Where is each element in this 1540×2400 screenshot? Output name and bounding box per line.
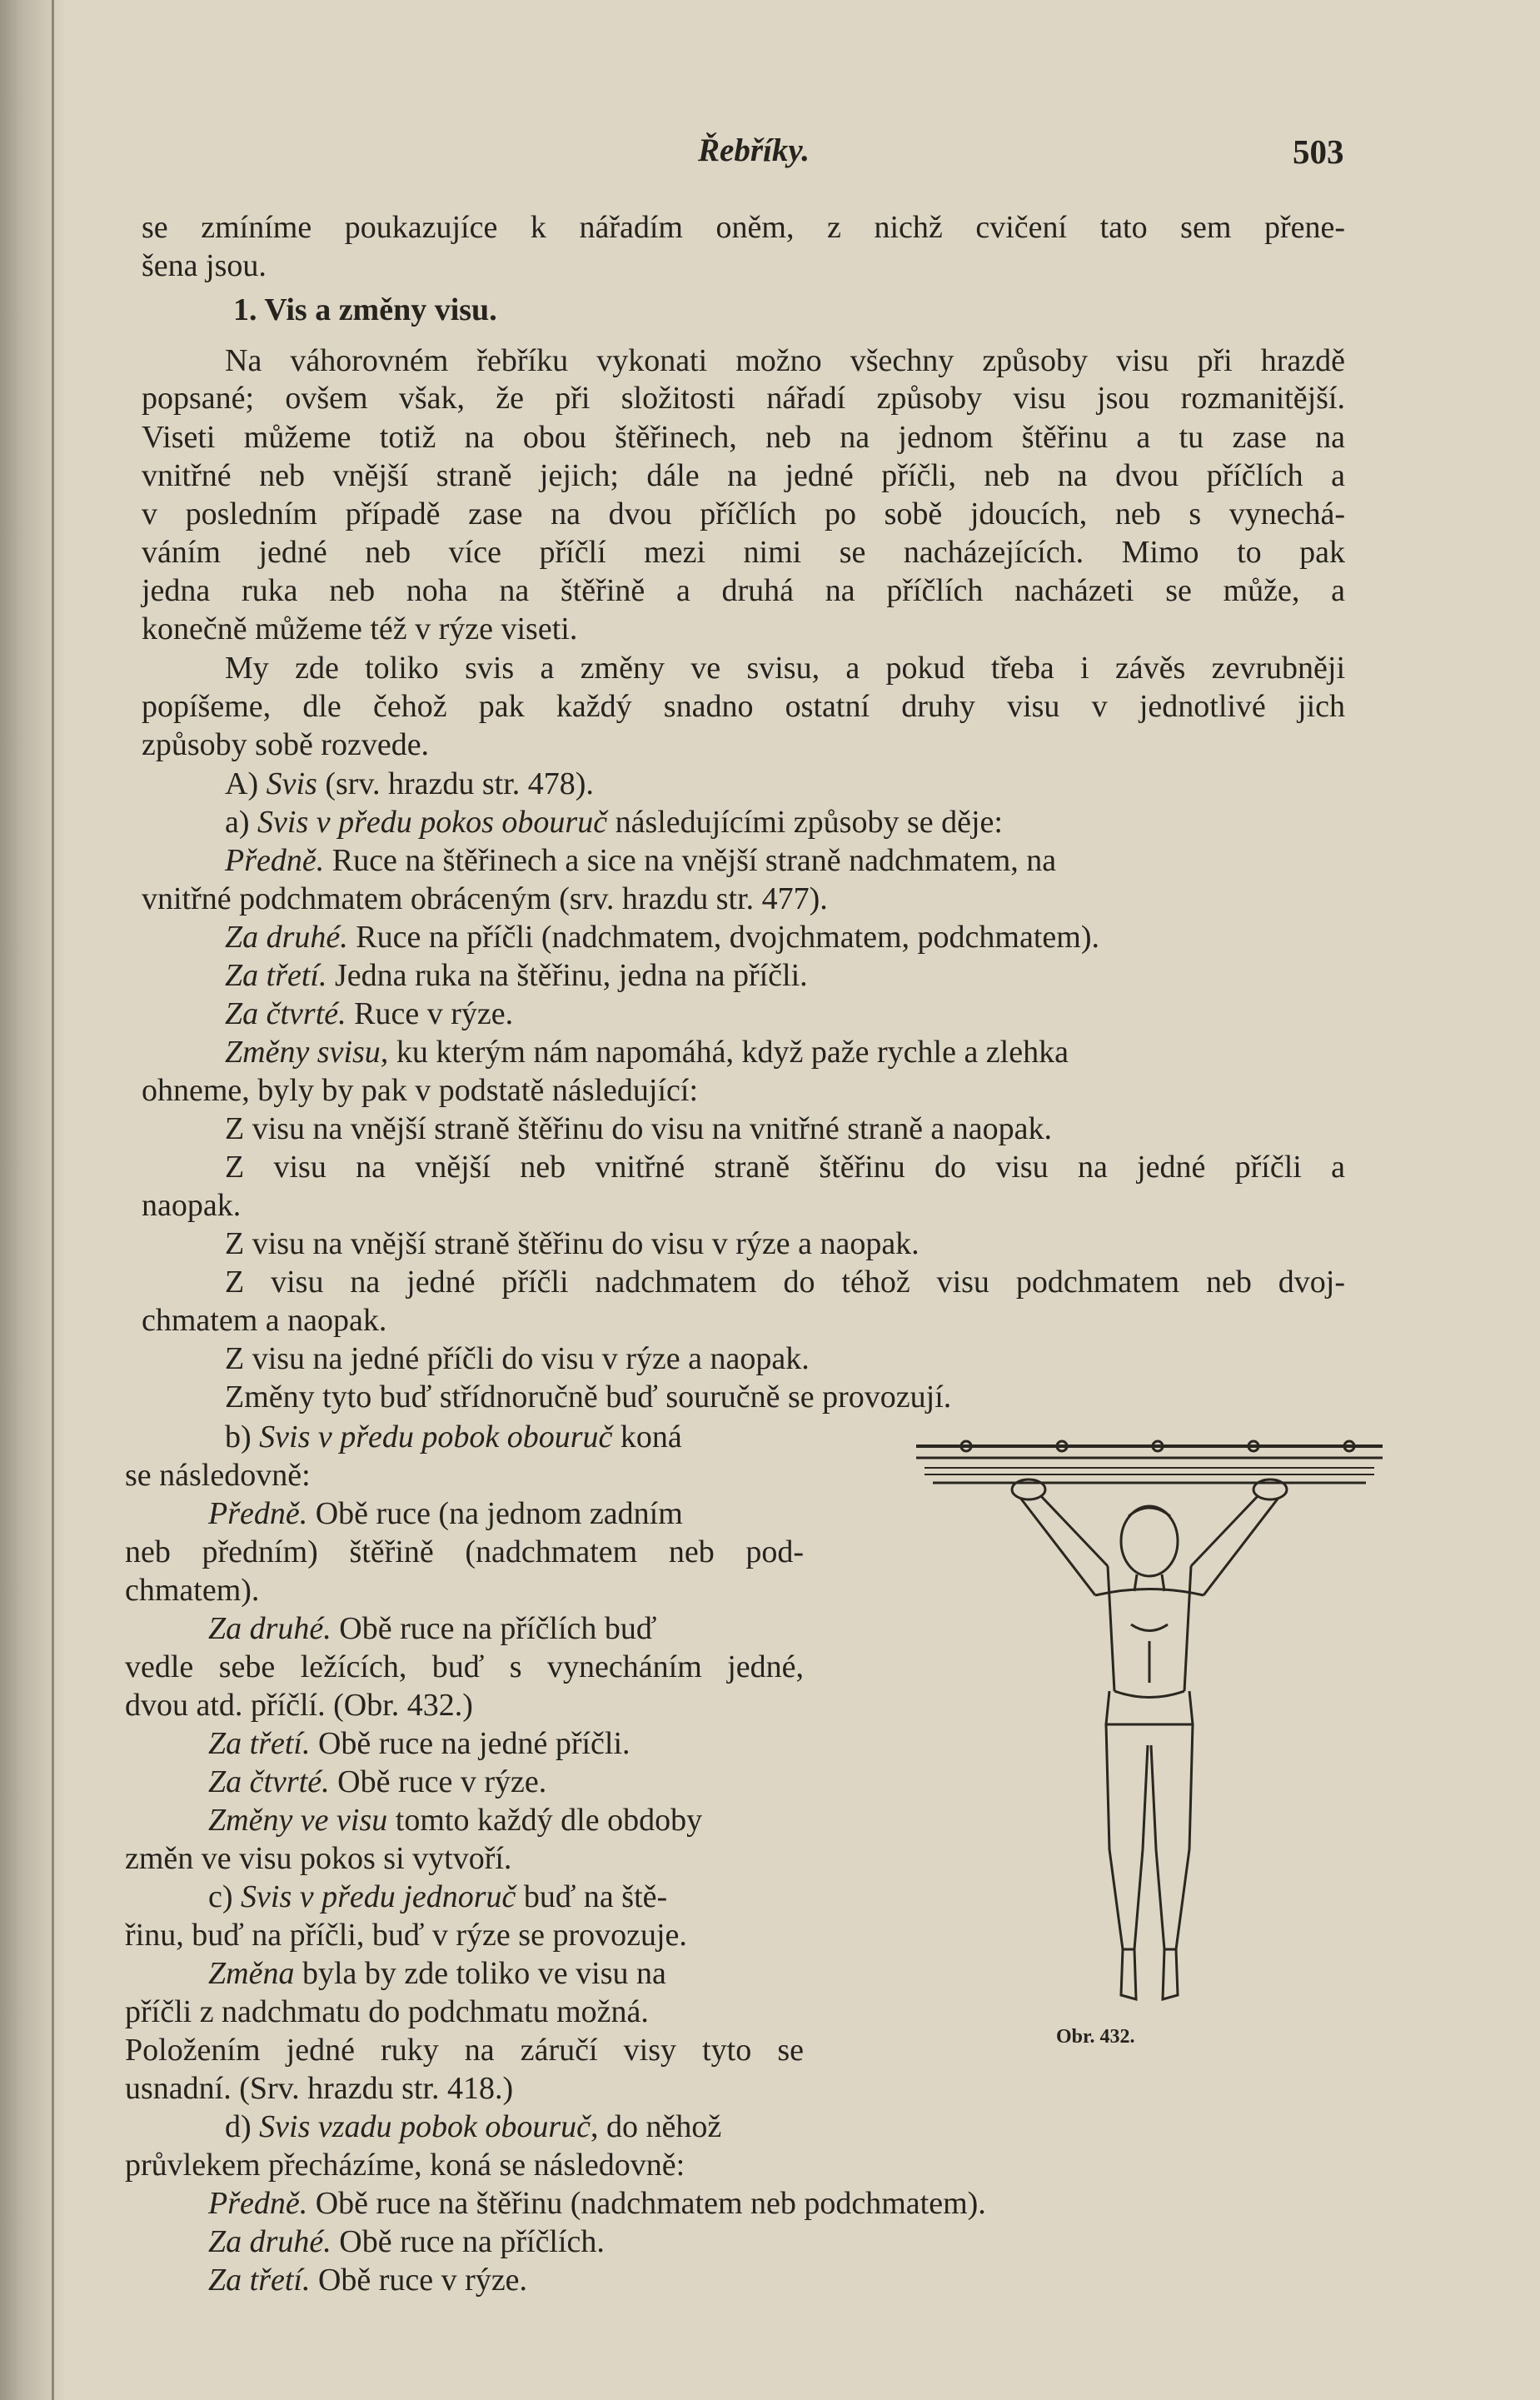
text-line: změn ve visu pokos si vytvoří. bbox=[125, 1841, 512, 1876]
page-number: 503 bbox=[1293, 132, 1344, 171]
text-line bbox=[225, 921, 1099, 953]
text-line: dvou atd. příčlí. (Obr. 432.) bbox=[125, 1688, 473, 1723]
text-line bbox=[208, 2188, 986, 2219]
text-line bbox=[208, 1804, 702, 1836]
term: Změny ve visu bbox=[208, 1803, 388, 1838]
text-line: Na váhorovném řebříku vykonati možno všechny způsoby visu při hrazdě bbox=[225, 343, 1345, 378]
figure-caption: Obr. 432. bbox=[1056, 2026, 1135, 2048]
text-run: Ruce na štěřinech a sice na vnější straně nadchmatem, na bbox=[331, 843, 1057, 878]
term: Změna bbox=[208, 1956, 295, 1991]
text-line: jedna ruka neb noha na štěřině a druhá na příčlích nacházeti se může, a bbox=[142, 573, 1345, 608]
text-line bbox=[208, 1498, 683, 1529]
term: Za třetí. bbox=[225, 958, 327, 993]
term: Za druhé. bbox=[225, 920, 348, 955]
text-line: vnitřné podchmatem obráceným (srv. hrazdu str. 477). bbox=[142, 881, 828, 916]
term: Za třetí. bbox=[208, 2263, 311, 2298]
term: Svis v předu pokos obouruč bbox=[257, 805, 608, 840]
text-line bbox=[208, 1881, 667, 1913]
text-line bbox=[208, 2264, 527, 2296]
text-line: chmatem a naopak. bbox=[142, 1303, 387, 1338]
text-line bbox=[208, 1958, 666, 1989]
text-run: buď na ště- bbox=[523, 1879, 668, 1914]
text-run: , do něhož bbox=[591, 2109, 722, 2144]
text-run: Obě ruce na jedné příčli. bbox=[317, 1726, 630, 1761]
text-run: Obě ruce v rýze. bbox=[337, 1764, 547, 1799]
text-line: usnadní. (Srv. hrazdu str. 418.) bbox=[125, 2071, 514, 2106]
text-line bbox=[208, 1728, 630, 1759]
text-run: koná bbox=[620, 1420, 682, 1454]
text-line bbox=[225, 845, 1056, 876]
text-line: způsoby sobě rozvede. bbox=[142, 727, 430, 762]
text-run: Jedna ruka na štěřinu, jedna na příčli. bbox=[334, 958, 808, 993]
term: Změny svisu, bbox=[225, 1035, 389, 1070]
text-run: Obě ruce v rýze. bbox=[317, 2263, 528, 2298]
book-gutter bbox=[0, 0, 67, 2400]
text-line bbox=[225, 998, 513, 1030]
text-line: šena jsou. bbox=[142, 248, 267, 283]
text-line bbox=[225, 1036, 1069, 1068]
item-label: c) bbox=[208, 1879, 233, 1914]
term: Předně. bbox=[208, 2186, 308, 2221]
text-line: konečně můžeme též v rýze viseti. bbox=[142, 611, 578, 646]
text-run: Obě ruce na příčlích buď bbox=[339, 1611, 657, 1646]
text-run: Ruce na příčli (nadchmatem, dvojchmatem, podchmatem). bbox=[356, 920, 1099, 955]
text-line bbox=[208, 2226, 605, 2258]
term: Za třetí. bbox=[208, 1726, 311, 1761]
text-line bbox=[225, 806, 1003, 838]
text-line: ohneme, byly by pak v podstatě následující: bbox=[142, 1073, 699, 1108]
item-label: b) bbox=[225, 1420, 252, 1454]
text-line: vnitřné neb vnější straně jejich; dále na jedné příčli, neb na dvou příčlích a bbox=[142, 458, 1345, 493]
text-line: Změny tyto buď střídnoručně buď souručně se provozují. bbox=[225, 1380, 952, 1415]
term: Předně. bbox=[225, 843, 325, 878]
gutter-fold-line bbox=[52, 0, 54, 2400]
term: Předně. bbox=[208, 1496, 308, 1531]
term: Svis v předu jednoruč bbox=[241, 1879, 516, 1914]
item-label: d) bbox=[225, 2109, 252, 2144]
text-run: Ruce v rýze. bbox=[354, 996, 514, 1031]
term: Za druhé. bbox=[208, 1611, 331, 1646]
text-line: Z visu na jedné příčli nadchmatem do téhož visu podchmatem neb dvoj- bbox=[225, 1265, 1345, 1300]
text-line bbox=[208, 1613, 656, 1644]
item-label: A) bbox=[225, 766, 259, 801]
text-line: popíšeme, dle čehož pak každý snadno ostatní druhy visu v jednotlivé jich bbox=[142, 689, 1345, 724]
text-line bbox=[208, 1766, 546, 1798]
text-run: byla by zde toliko ve visu na bbox=[302, 1956, 666, 1991]
text-line: se zmíníme poukazujíce k nářadím oněm, z nichž cvičení tato sem přene- bbox=[142, 210, 1345, 245]
text-line: popsané; ovšem však, že při složitosti nářadí způsoby visu jsou rozmanitější. bbox=[142, 381, 1345, 416]
text-line: řinu, buď na příčli, buď v rýze se provozuje. bbox=[125, 1918, 687, 1953]
text-line: Z visu na vnější neb vnitřné straně štěřinu do visu na jedné příčli a bbox=[225, 1150, 1345, 1185]
text-run: Obě ruce na příčlích. bbox=[339, 2224, 605, 2259]
text-line: váním jedné neb více příčlí mezi nimi se nacházejících. Mimo to pak bbox=[142, 535, 1345, 570]
text-line: vedle sebe ležících, buď s vynecháním jedné, bbox=[125, 1649, 804, 1684]
text-line bbox=[225, 960, 808, 991]
text-line: My zde toliko svis a změny ve svisu, a pokud třeba i závěs zevrubněji bbox=[225, 651, 1345, 686]
term: Za čtvrté. bbox=[225, 996, 346, 1031]
term: Svis v předu pobok obouruč bbox=[259, 1420, 613, 1454]
text-line: Z visu na vnější straně štěřinu do visu v rýze a naopak. bbox=[225, 1226, 920, 1261]
running-header: Řebříky. bbox=[698, 132, 810, 168]
text-run: ku kterým nám napomáhá, když paže rychle a zlehka bbox=[396, 1035, 1069, 1070]
section-heading: 1. Vis a změny visu. bbox=[233, 292, 497, 327]
text-line: se následovně: bbox=[125, 1458, 311, 1493]
text-line: v posledním případě zase na dvou příčlích po sobě jdoucích, neb s vynechá- bbox=[142, 496, 1345, 531]
text-run: (srv. hrazdu str. 478). bbox=[325, 766, 594, 801]
item-label: a) bbox=[225, 805, 250, 840]
text-line: Z visu na vnější straně štěřinu do visu na vnitřné straně a naopak. bbox=[225, 1111, 1053, 1146]
text-line: příčli z nadchmatu do podchmatu možná. bbox=[125, 1994, 649, 2029]
text-line: neb předním) štěřině (nadchmatem neb pod- bbox=[125, 1534, 804, 1569]
text-run: Obě ruce na štěřinu (nadchmatem neb podchmatem). bbox=[315, 2186, 986, 2221]
term: Za druhé. bbox=[208, 2224, 331, 2259]
text-line bbox=[225, 768, 594, 800]
term: Svis bbox=[266, 766, 317, 801]
text-line bbox=[225, 2111, 721, 2143]
text-line: naopak. bbox=[142, 1188, 242, 1223]
text-line: chmatem). bbox=[125, 1573, 260, 1608]
text-run: Obě ruce (na jednom zadním bbox=[315, 1496, 683, 1531]
term: Za čtvrté. bbox=[208, 1764, 330, 1799]
text-line: průvlekem přecházíme, koná se následovně: bbox=[125, 2148, 685, 2183]
hanging-figure-illustration bbox=[916, 1416, 1383, 2041]
text-line: Viseti můžeme totiž na obou štěřinech, neb na jednom štěřinu a tu zase na bbox=[142, 420, 1345, 455]
text-run: tomto každý dle obdoby bbox=[395, 1803, 703, 1838]
text-run: následujícími způsoby se děje: bbox=[615, 805, 1003, 840]
text-line bbox=[225, 1421, 682, 1453]
text-line: Položením jedné ruky na záručí visy tyto se bbox=[125, 2033, 804, 2068]
term: Svis vzadu pobok obouruč bbox=[259, 2109, 591, 2144]
text-line: Z visu na jedné příčli do visu v rýze a naopak. bbox=[225, 1341, 810, 1376]
